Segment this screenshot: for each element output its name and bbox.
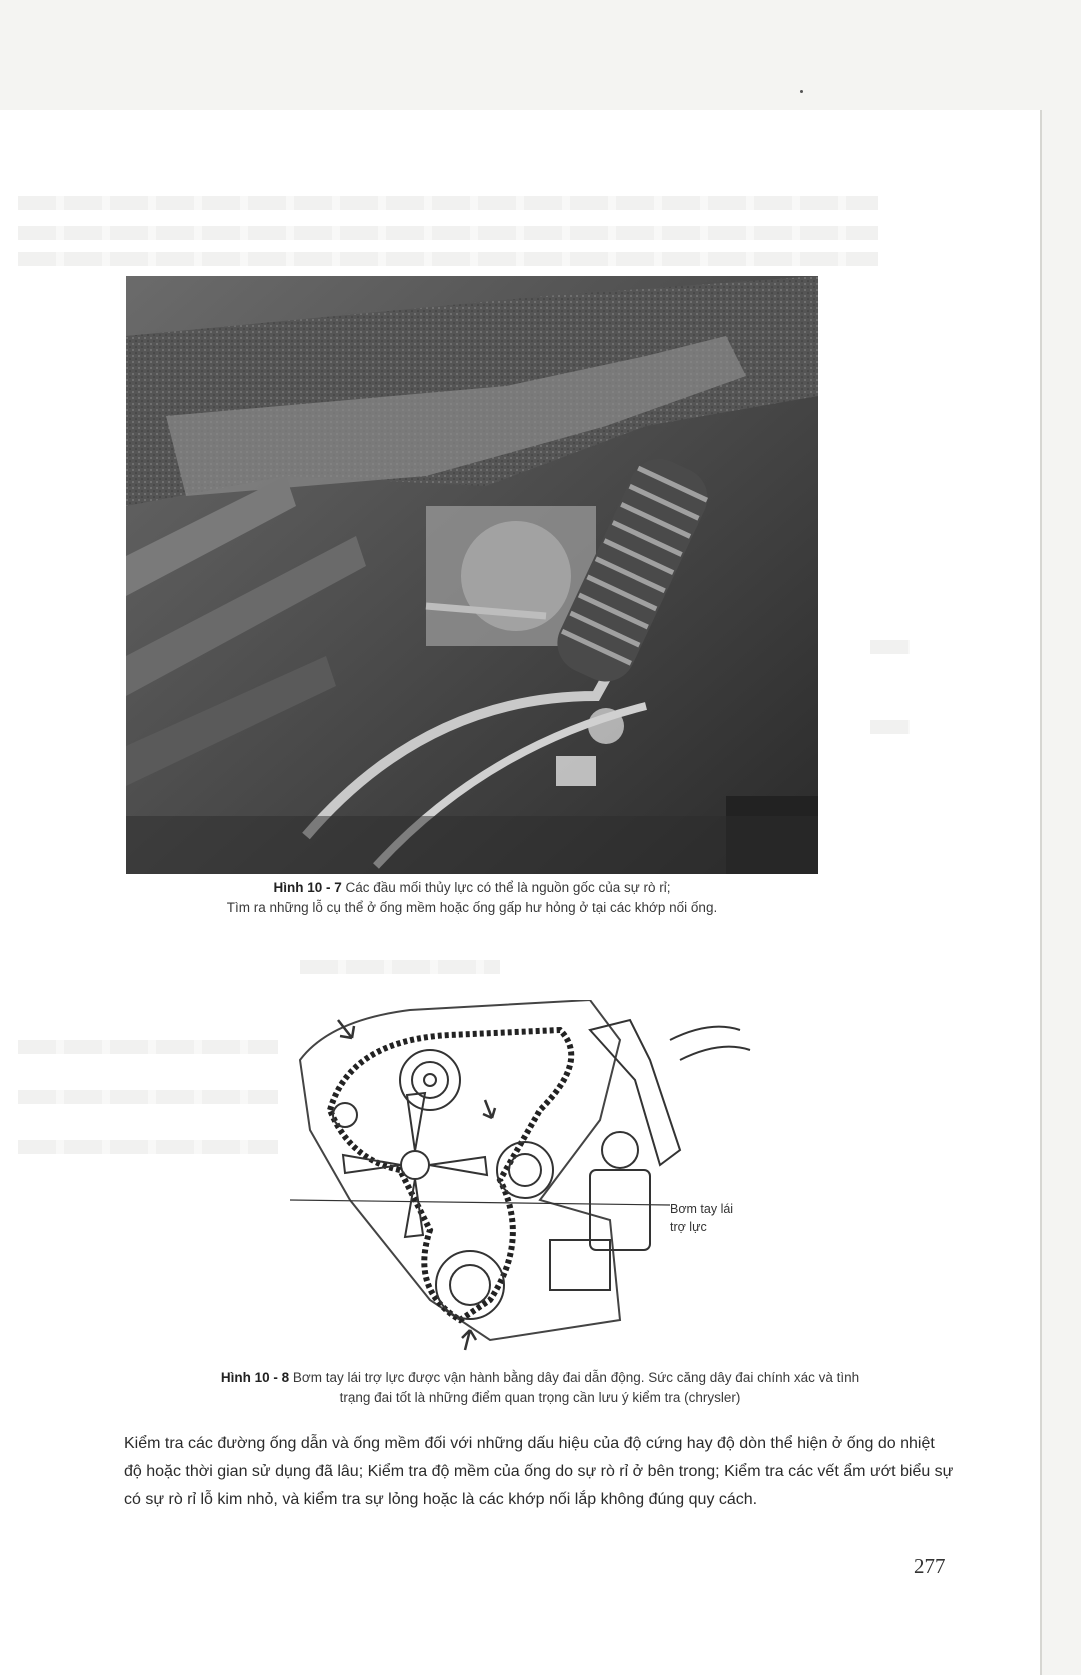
figure-10-7-photo bbox=[126, 276, 818, 874]
scan-speck bbox=[800, 90, 803, 93]
figure-10-8-caption bbox=[40, 1368, 1040, 1408]
figure-10-7-label: Hình 10 - 7 bbox=[273, 880, 342, 895]
page-number: 277 bbox=[914, 1554, 946, 1578]
bleed-through bbox=[870, 720, 910, 734]
figure-10-7-caption bbox=[126, 878, 818, 918]
bleed-through bbox=[18, 1040, 278, 1054]
bleed-through bbox=[18, 252, 878, 266]
figure-10-8-caption-line2: trạng đai tốt là những điểm quan trọng cần lưu ý kiểm tra (chrysler) bbox=[339, 1390, 741, 1405]
pump-callout-label bbox=[670, 1200, 770, 1236]
bleed-through bbox=[18, 1140, 278, 1154]
bleed-through bbox=[18, 196, 878, 210]
figure-10-8-diagram bbox=[290, 1000, 770, 1370]
bleed-through bbox=[18, 226, 878, 240]
bleed-through bbox=[18, 1090, 278, 1104]
figure-10-7-caption-line1: Các đầu mối thủy lực có thể là nguồn gốc của sự rò rỉ; bbox=[345, 880, 671, 895]
bleed-through bbox=[870, 640, 910, 654]
figure-10-8-label: Hình 10 - 8 bbox=[220, 1370, 290, 1385]
bleed-through bbox=[300, 960, 500, 974]
body-paragraph: Kiểm tra các đường ống dẫn và ống mềm đối với những dấu hiệu của độ cứng hay độ dòn thể hiện ở ống do nhiệt độ hoặc thời gian sử dụng đã lâu; Kiểm tra độ mềm của ống do sự rò rỉ ở bên trong; Kiểm tra các vết ẩm ướt biểu sự có sự rò rỉ lỗ kim nhỏ, và kiểm tra sự lỏng hoặc là các khớp nối lắp không đúng quy cách. bbox=[124, 1435, 954, 1508]
figure-10-7-caption-line2: Tìm ra những lỗ cụ thể ở ống mềm hoặc ống gấp hư hỏng ở tại các khớp nối ống. bbox=[226, 900, 718, 915]
pump-label-line2: trợ lực bbox=[670, 1220, 707, 1234]
pump-label-line1: Bơm tay lái bbox=[670, 1202, 734, 1216]
figure-10-8-caption-line1: Bơm tay lái trợ lực được vận hành bằng dây đai dẫn động. Sức căng dây đai chính xác và tình bbox=[292, 1370, 860, 1385]
